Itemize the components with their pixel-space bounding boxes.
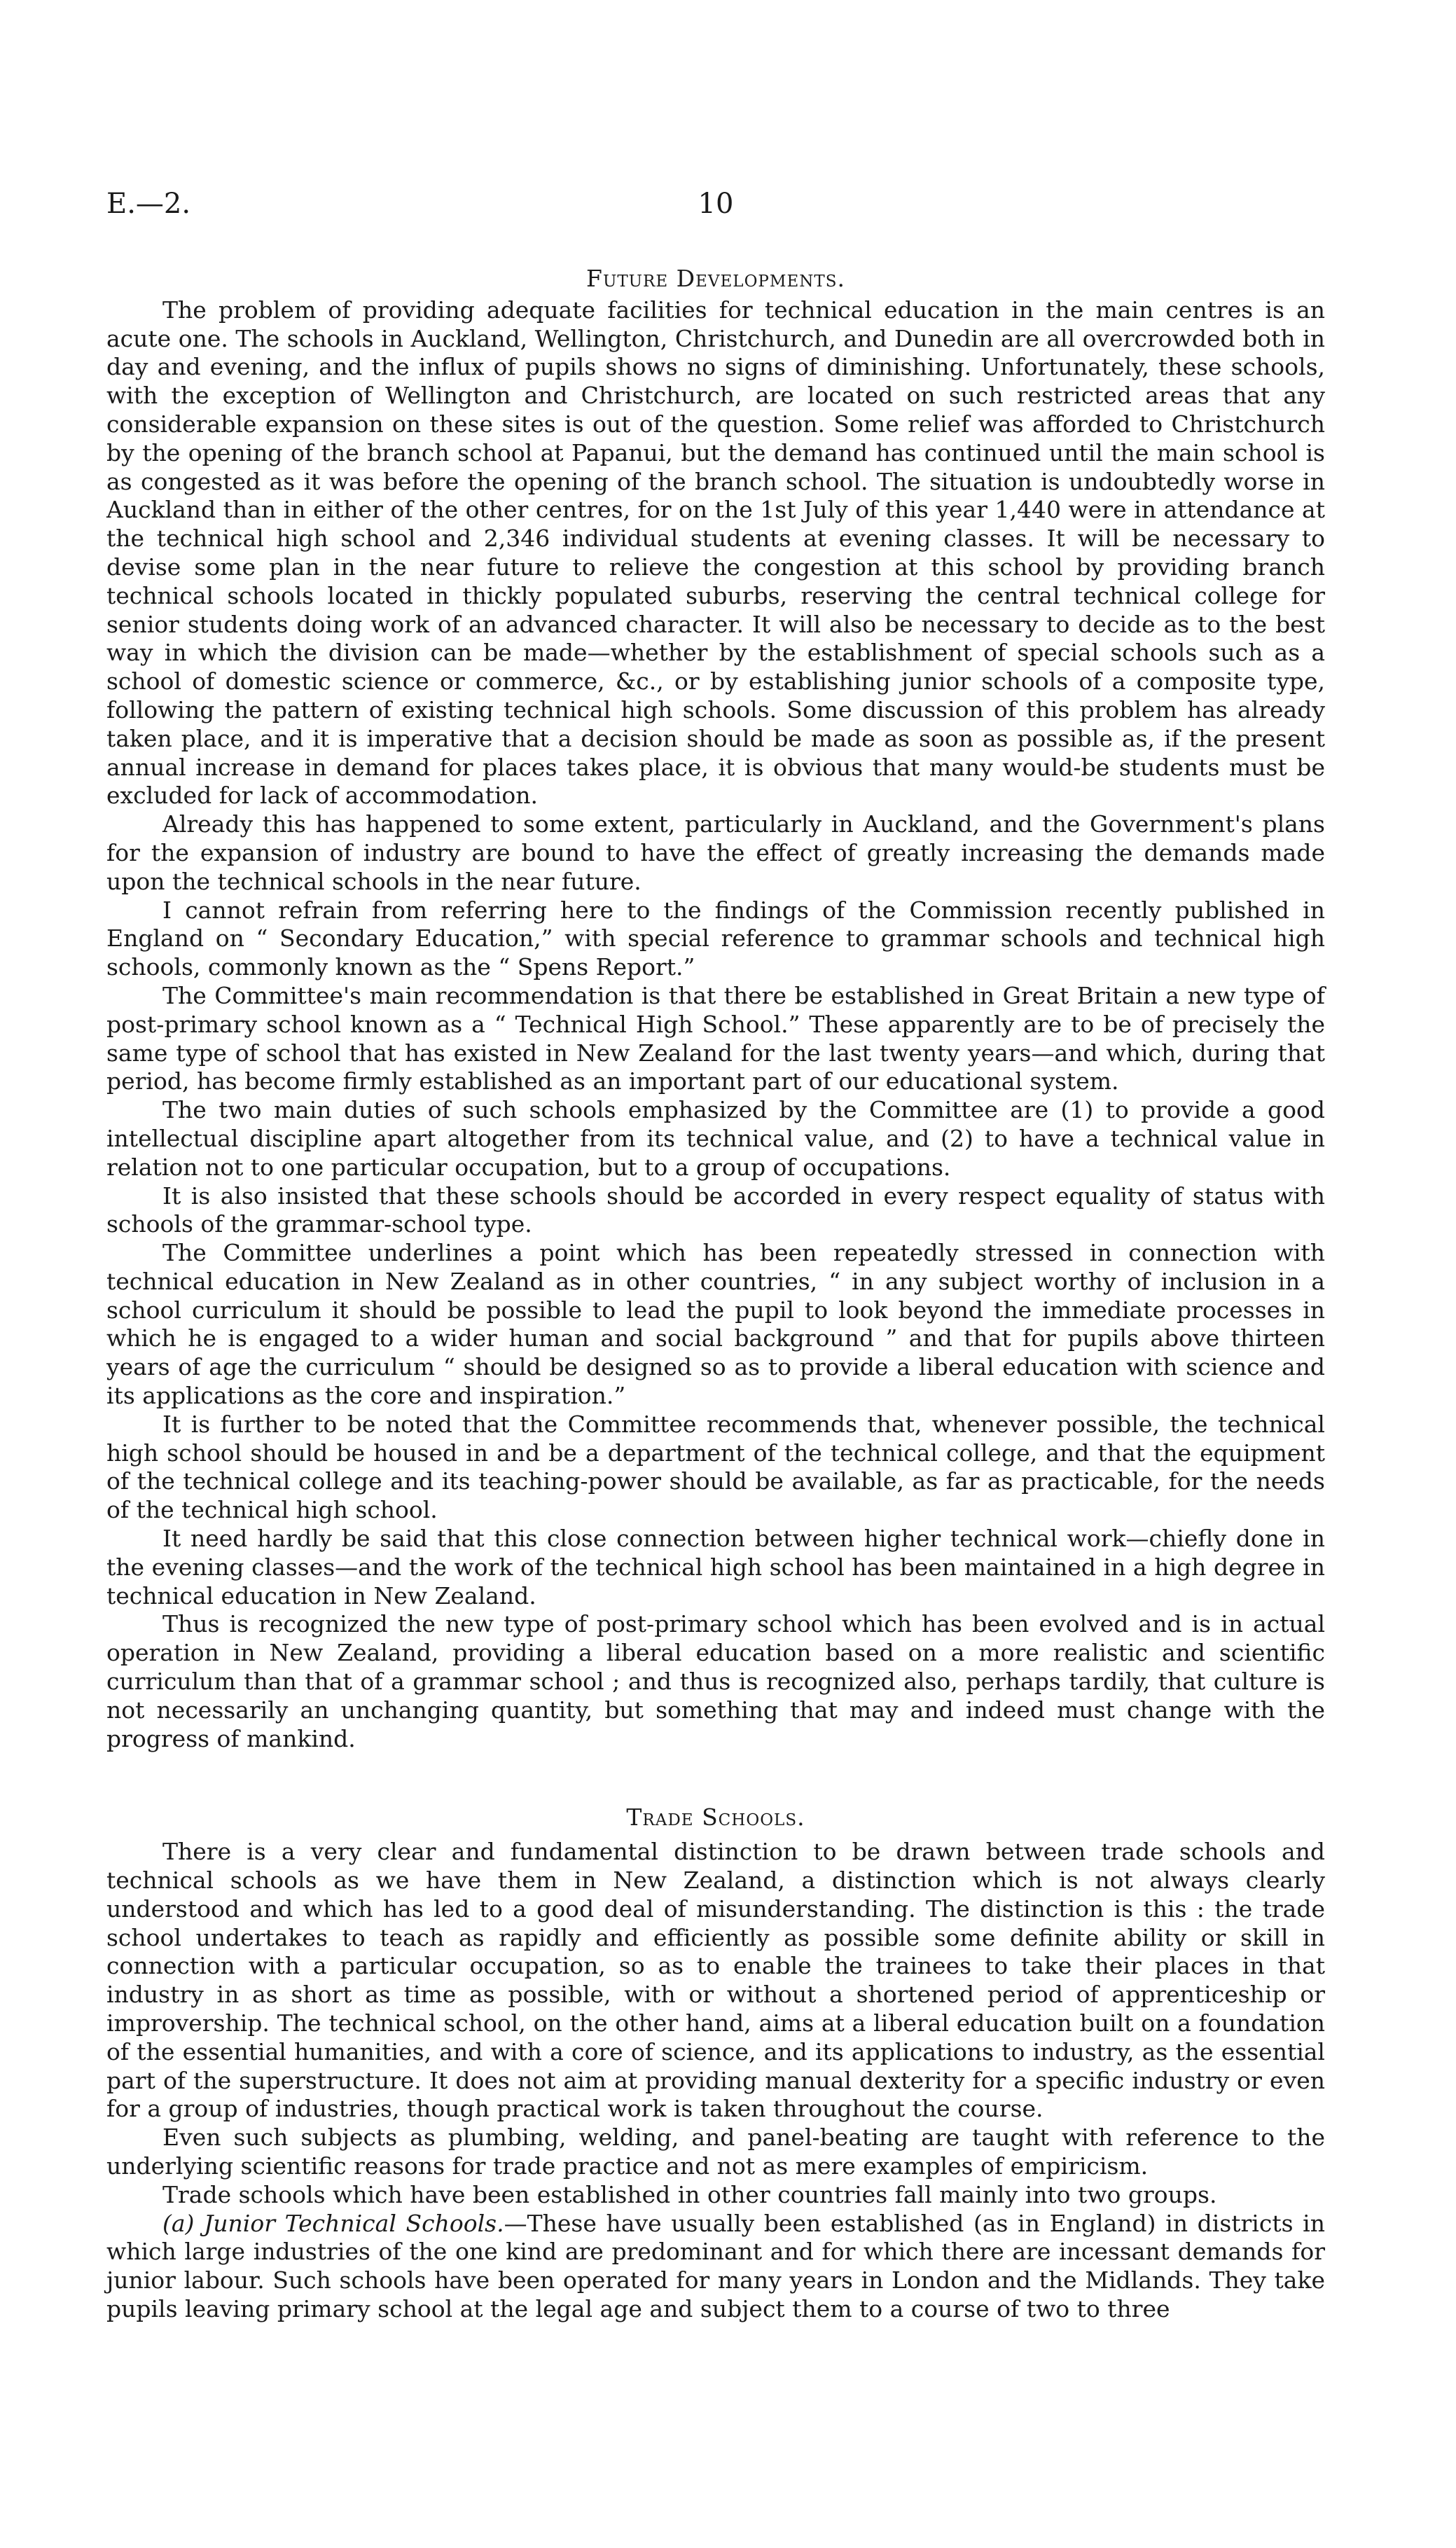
paragraph: The Committee underlines a point which has been repeatedly stressed in connection with technical education in New Zealand as in other countries, “ in any subject worthy of inclusion in a school curriculum it should be possible to lead the pupil to look beyond the immediate processes in which he is engaged to a wider human and social background ” and that for pupils above thirteen years of age the curriculum “ should be designed so as to provide a liberal education with science and its applications as the core and inspiration.” (106, 1239, 1325, 1410)
paragraph: It is also insisted that these schools should be accorded in every respect equality of status with schools of the grammar-school type. (106, 1182, 1325, 1238)
subsection-paragraph (106, 2210, 1325, 2324)
paragraph: The Committee's main recommendation is that there be established in Great Britain a new type of post-primary school known as a “ Technical High School.” These apparently are to be of precisely the same type of school that has existed in New Zealand for the last twenty years—and which, during that period, has become firmly established as an important part of our educational system. (106, 981, 1325, 1095)
paragraph: It need hardly be said that this close connection between higher technical work—chiefly done in the evening classes—and the work of the technical high school has been maintained in a high degree in technical education in New Zealand. (106, 1525, 1325, 1609)
paragraph: Even such subjects as plumbing, welding, and panel-beating are taught with reference to the underlying scientific reasons for trade practice and not as mere examples of empiricism. (106, 2124, 1325, 2180)
page-number: 10 (698, 188, 734, 220)
paragraph: It is further to be noted that the Committee recommends that, whenever possible, the technical high school should be housed in and be a department of the technical college, and that the equipment of the technical college and its teaching-power should be available, as far as practicable, for the needs of the technical high school. (106, 1410, 1325, 1524)
page-header (106, 188, 1325, 230)
paragraph: I cannot refrain from referring here to the findings of the Commission recently published in England on “ Secondary Education,” with special reference to grammar schools and technical high schools, commonly known as the “ Spens Report.” (106, 896, 1325, 981)
section-heading-future-developments: Future Developments. (586, 265, 845, 292)
page-body (106, 265, 1325, 2324)
paragraph: The problem of providing adequate facilities for technical education in the main centres is an acute one. The schools in Auckland, Wellington, Christchurch, and Dunedin are all overcrowded both in day and evening, and the influx of pupils shows no signs of diminishing. Unfortunately, these schools, with the exception of Wellington and Christchurch, are located on such restricted areas that any considerable expansion on these sites is out of the question. Some relief was afforded to Christchurch by the opening of the branch school at Papanui, but the demand has continued until the main school is as congested as it was before the opening of the branch school. The situation is undoubtedly worse in Auckland than in either of the other centres, for on the 1st July of this year 1,440 were in attendance at the technical high school and 2,346 individual students at evening classes. It will be necessary to devise some plan in the near future to relieve the congestion at this school by providing branch technical schools located in thickly populated suburbs, reserving the central technical college for senior students doing work of an advanced character. It will also be necessary to decide as to the best way in which the division can be made—whether by the establishment of special schools such as a school of domestic science or commerce, &c., or by establishing junior schools of a composite type, following the pattern of existing technical high schools. Some discussion of this problem has already taken place, and it is imperative that a decision should be made as soon as possible as, if the present annual increase in demand for places takes place, it is obvious that many would-be students must be excluded for lack of accommodation. (106, 296, 1325, 810)
paragraph: There is a very clear and fundamental distinction to be drawn between trade schools and technical schools as we have them in New Zealand, a distinction which is not always clearly understood and which has led to a good deal of misunderstanding. The distinction is this : the trade school undertakes to teach as rapidly and efficiently as possible some definite ability or skill in connection with a particular occupation, so as to enable the trainees to take their places in that industry in as short as time as possible, with or without a shortened period of apprenticeship or improvership. The technical school, on the other hand, aims at a liberal education built on a foundation of the essential humanities, and with a core of science, and its applications to industry, as the essential part of the superstructure. It does not aim at providing manual dexterity for a specific industry or even for a group of industries, though practical work is taken throughout the course. (106, 1838, 1325, 2123)
paragraph: Trade schools which have been established in other countries fall mainly into two groups. (162, 2180, 1217, 2208)
paragraph: Already this has happened to some extent, particularly in Auckland, and the Government's plans for the expansion of industry are bound to have the effect of greatly increasing the demands made upon the technical schools in the near future. (106, 810, 1325, 895)
section-heading-trade-schools: Trade Schools. (626, 1803, 805, 1832)
paragraph: Thus is recognized the new type of post-primary school which has been evolved and is in actual operation in New Zealand, providing a liberal education based on a more realistic and scientific curriculum than that of a grammar school ; and thus is recognized also, perhaps tardily, that culture is not necessarily an unchanging quantity, but something that may and indeed must change with the progress of mankind. (106, 1610, 1325, 1752)
subsection-text: —These have usually been established (as in England) in districts in which large industries of the one kind are predominant and for which there are incessant demands for junior labour. Such schools have been operated for many years in London and the Midlands. They take pupils leaving primary school at the legal age and subject them to a course of two to three (106, 2209, 1325, 2322)
paragraph: The two main duties of such schools emphasized by the Committee are (1) to provide a good intellectual discipline apart altogether from its technical value, and (2) to have a technical value in relation not to one particular occupation, but to a group of occupations. (106, 1096, 1325, 1181)
subsection-label: (a) Junior Technical Schools. (162, 2209, 504, 2237)
document-reference: E.—2. (106, 188, 191, 220)
